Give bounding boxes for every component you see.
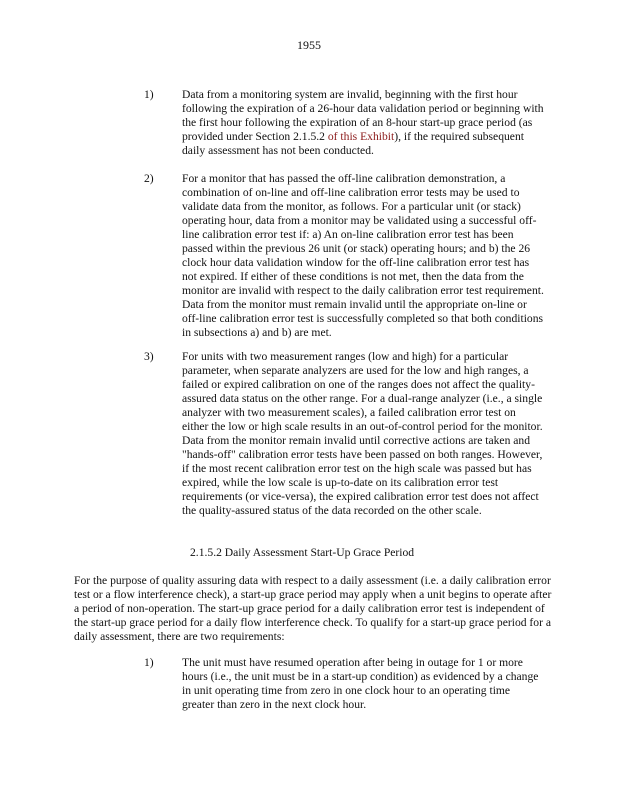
item-text: For units with two measurement ranges (low and high) for a particular parameter, when separate analyzers are used for the low and high ranges, a failed or expired calibration on one of the ranges does not affect the quality-assured data status on the other range. For a dual-range analyzer (i.e., a single analyzer with two measurement scales), a failed calibration error test on either the low or high scale results in an out-of-control period for the monitor. Data from the monitor remain invalid until corrective actions are taken and "hands-off" calibration error tests have been passed on both ranges. However, if the most recent calibration error test on the high scale was passed but has expired, while the low scale is up-to-date on its calibration error test requirements (or vice-versa), the expired calibration error test does not affect the quality-assured status of the data recorded on the other scale. — [182, 350, 543, 517]
item-number: 2) — [144, 172, 154, 185]
item-number: 1) — [144, 88, 154, 101]
page-number: 1955 — [297, 38, 321, 52]
body-paragraph: For the purpose of quality assuring data with respect to a daily assessment (i.e. a daily calibration error test or a flow interference check), a start-up grace period may apply when a unit begins to operate after a period of non-operation. The start-up grace period for a daily calibration error test is independent of the start-up grace period for a daily flow interference check. To qualify for a start-up grace period for a daily assessment, there are two requirements: — [74, 574, 552, 643]
item-number: 3) — [144, 350, 154, 363]
item-text: For a monitor that has passed the off-line calibration demonstration, a combination of on-line and off-line calibration error tests may be used to validate data from the monitor, as follows. For a particular unit (or stack) operating hour, data from a monitor may be validated using a successful off-line calibration error test if: a) An on-line calibration error test has been passed within the previous 26 unit (or stack) operating hours; and b) the 26 clock hour data validation window for the off-line calibration error test has not expired. If either of these conditions is not met, then the data from the monitor are invalid with respect to the daily calibration error test requirement. Data from the monitor must remain invalid until the appropriate on-line or off-line calibration error test is successfully completed so that both conditions in subsections a) and b) are met. — [182, 172, 544, 339]
item-text: The unit must have resumed operation after being in outage for 1 or more hours (i.e., the unit must be in a start-up condition) as evidenced by a change in unit operating time from zero in one clock hour to an operating time greater than zero in the next clock hour. — [182, 656, 539, 711]
item-text: Data from a monitoring system are invalid, beginning with the first hour following the expiration of a 26-hour data validation period or beginning with the first hour following the expiration of an 8-hour start-up grace period (as provided under Section 2.1.5.2 of this Exhibit), if the required subsequent daily assessment has not been conducted. — [182, 88, 544, 157]
exhibit-reference: of this Exhibit — [327, 130, 395, 143]
item-number: 1) — [144, 656, 154, 669]
section-heading: 2.1.5.2 Daily Assessment Start-Up Grace Period — [190, 546, 415, 559]
